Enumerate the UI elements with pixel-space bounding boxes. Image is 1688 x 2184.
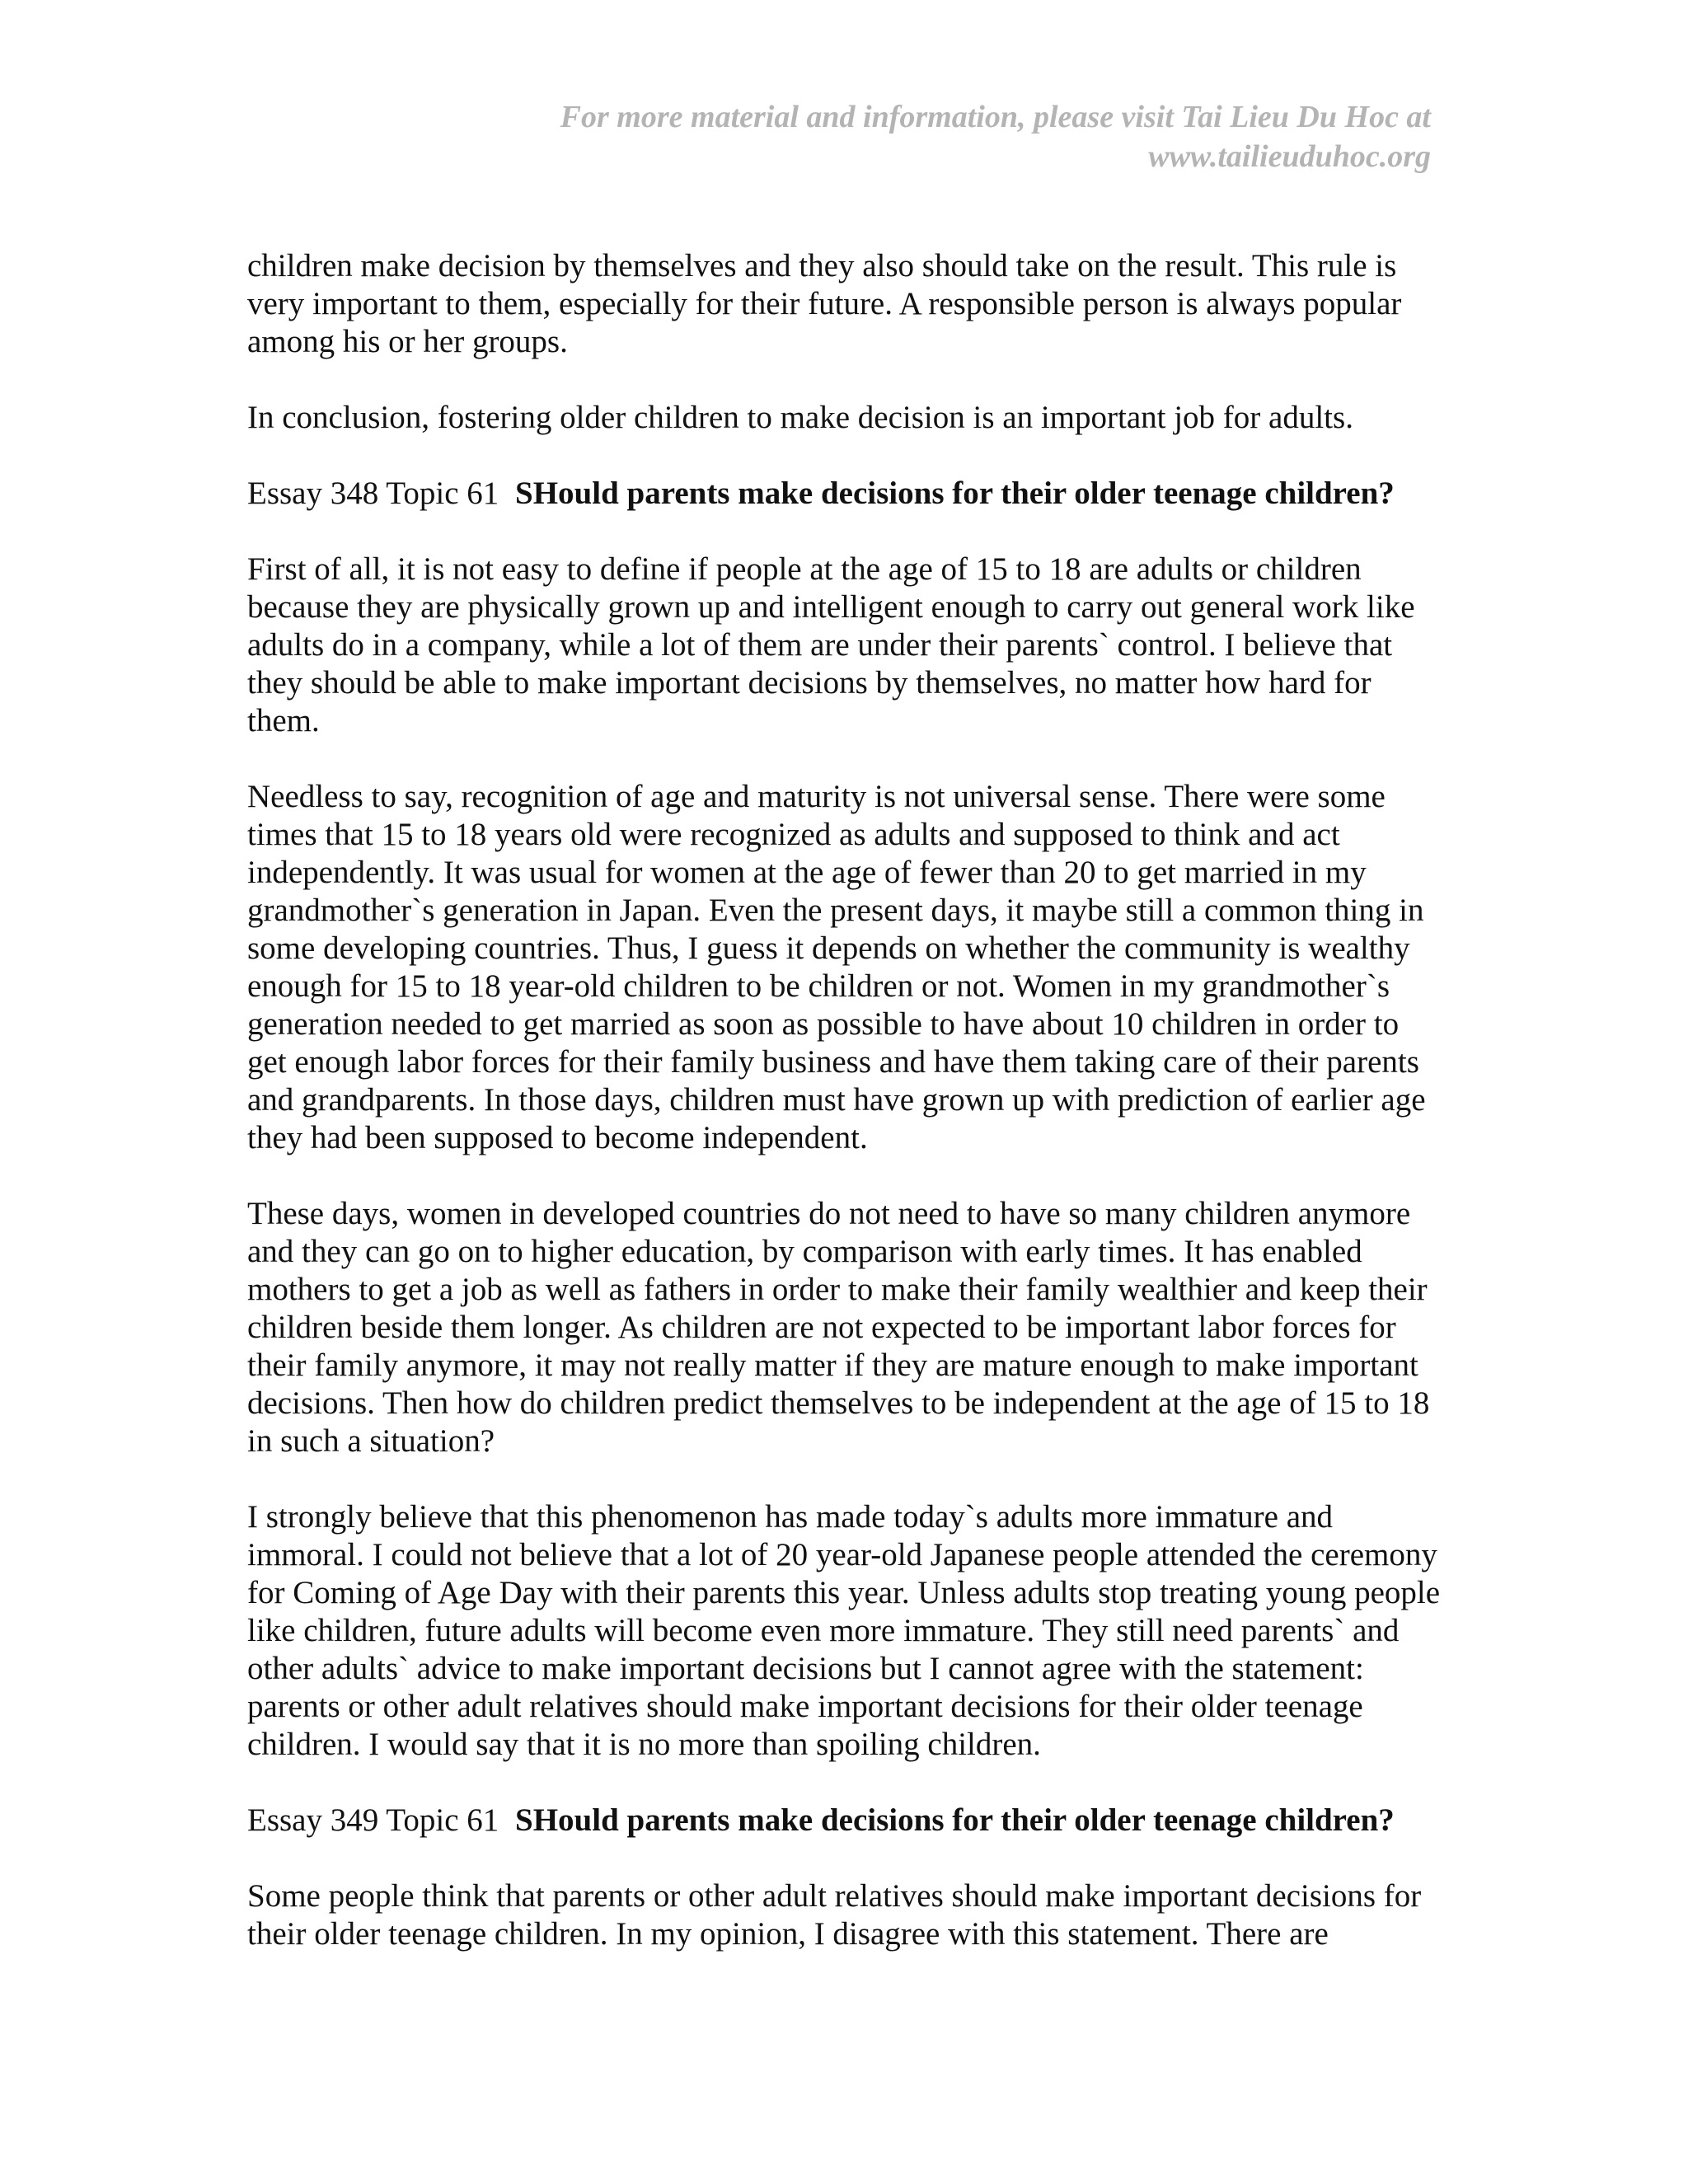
paragraph-6: I strongly believe that this phenomenon has made today`s adults more immature and immoral. I could not believe that a lot of 20 year-old Japanese people attended the ceremony for Coming of Age Day with their parents this year. Unless adults stop treating young people like children, future adults will become even more immature. They still need parents` and other adults` advice to make important decisions but I cannot agree with the statement: parents or other adult relatives should make important decisions for their older teenage children. I would say that it is no more than spoiling children. — [247, 1499, 1441, 1762]
essay-349-heading — [247, 1802, 1442, 1840]
essay-348-title: SHould parents make decisions for their older teenage children? — [515, 476, 1395, 511]
paragraph-3: First of all, it is not easy to define if people at the age of 15 to 18 are adults or children because they are physically grown up and intelligent enough to carry out general work like adults do in a company, while a lot of them are under their parents` control. I believe that they should be able to make important decisions by themselves, no matter how hard for them. — [247, 551, 1415, 738]
paragraph-conclusion: In conclusion, fostering older children to make decision is an important job for adults. — [247, 400, 1353, 435]
essay-348-heading — [247, 475, 1442, 513]
paragraph-7: Some people think that parents or other adult relatives should make important decisions for their older teenage children. In my opinion, I disagree with this statement. There are — [247, 1878, 1422, 1952]
page-header — [442, 97, 1431, 176]
document-body — [247, 247, 1442, 1991]
paragraph-5: These days, women in developed countries do not need to have so many children anymore and they can go on to higher education, by comparison with early times. It has enabled mothers to get a job as well as fathers in order to make their family wealthier and keep their children beside them longer. As children are not expected to be important labor forces for their family anymore, it may not really matter if they are mature enough to make important decisions. Then how do children predict themselves to be independent at the age of 15 to 18 in such a situation? — [247, 1196, 1430, 1459]
header-line-2: www.tailieuduhoc.org — [1148, 139, 1431, 174]
essay-349-title: SHould parents make decisions for their older teenage children? — [515, 1802, 1395, 1838]
essay-349-label: Essay 349 Topic 61 — [247, 1802, 499, 1838]
essay-348-label: Essay 348 Topic 61 — [247, 476, 499, 511]
paragraph-1: children make decision by themselves and they also should take on the result. This rule is very important to them, especially for their future. A responsible person is always popular among his or her groups. — [247, 248, 1402, 359]
header-line-1: For more material and information, please visit Tai Lieu Du Hoc at — [560, 100, 1431, 134]
paragraph-4: Needless to say, recognition of age and maturity is not universal sense. There were some times that 15 to 18 years old were recognized as adults and supposed to think and act independently. It was usual for women at the age of fewer than 20 to get married in my grandmother`s generation in Japan. Even the present days, it maybe still a common thing in some developing countries. Thus, I guess it depends on whether the community is wealthy enough for 15 to 18 year-old children to be children or not. Women in my grandmother`s generation needed to get married as soon as possible to have about 10 children in order to get enough labor forces for their family business and have them taking care of their parents and grandparents. In those days, children must have grown up with prediction of earlier age they had been supposed to become independent. — [247, 779, 1426, 1155]
